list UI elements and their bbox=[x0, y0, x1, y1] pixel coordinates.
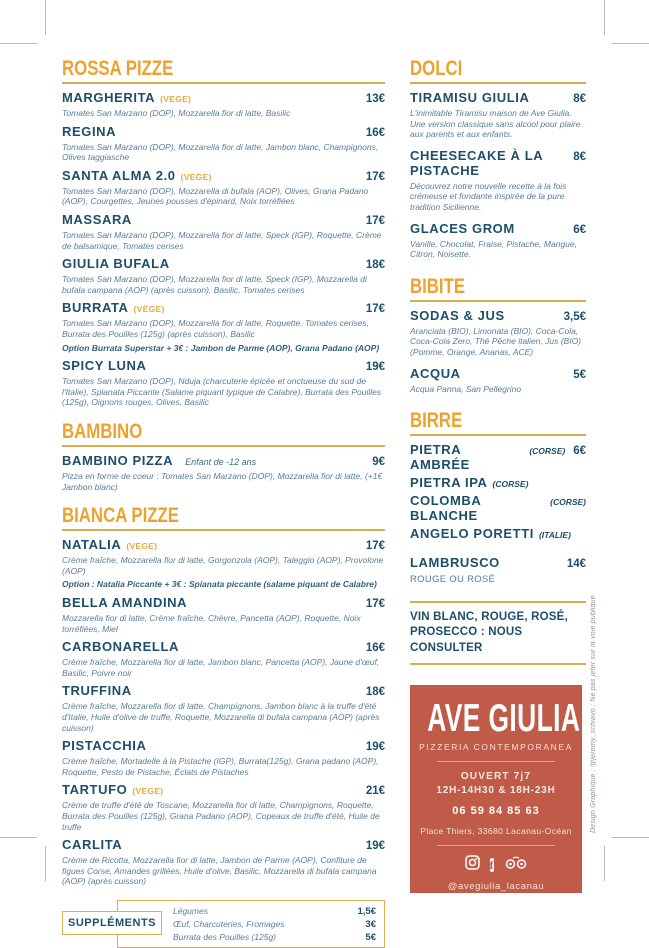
item-description: Crème fraîche, Mortadelle à la Pistache (IGP), Burrata(125g), Grana padano (AOP), Roquette, Pesto de Pistache, Éclats de Pistaches bbox=[62, 756, 379, 777]
card-divider bbox=[437, 845, 555, 846]
section-header bbox=[62, 58, 385, 84]
item-description: Tomates San Marzano (DOP), Mozzarella fior di latte, Speck (IGP), Roquette, Crème de balsamique, Tomates cerises bbox=[62, 229, 382, 251]
restaurant-card bbox=[410, 685, 582, 893]
item-price: 9€ bbox=[372, 455, 385, 468]
supplement-price: 5€ bbox=[365, 931, 376, 943]
item-price: 3,5€ bbox=[563, 310, 586, 323]
item-description: Découvrez notre nouvelle recette à la fois crémeuse et fondante inspirée de la pure tradition Sicilienne. bbox=[410, 180, 567, 212]
beer-price: 6€ bbox=[573, 445, 586, 458]
item-price: 17€ bbox=[365, 597, 385, 610]
item-description: L'inimitable Tiramisu maison de Ave Giulia. Une version classique sans alcool pour plaire aux parents et aux enfants. bbox=[410, 107, 581, 140]
supplement-name: Burrata des Pouilles (125g) bbox=[173, 931, 277, 942]
item-name: REGINA bbox=[62, 123, 117, 139]
beer-name: ANGELO PORETTI bbox=[410, 525, 534, 541]
item-description: Vanille, Chocolat, Fraise, Pistache, Mangue, Citron, Noisette. bbox=[410, 238, 577, 260]
item-price: 18€ bbox=[365, 686, 385, 699]
crop-mark bbox=[0, 43, 37, 44]
item-price: 21€ bbox=[365, 785, 385, 798]
item-price: 17€ bbox=[365, 214, 385, 227]
restaurant-logo: AVE GIULIA bbox=[427, 695, 581, 740]
section-title: BIANCA PIZZE bbox=[62, 504, 179, 528]
section-bibite bbox=[410, 276, 586, 394]
item-name: SODAS & JUS bbox=[410, 307, 505, 323]
menu-item-tiramisu bbox=[410, 91, 586, 140]
menu-item-bella-amandina bbox=[62, 596, 385, 634]
item-price: 13€ bbox=[365, 93, 385, 105]
vege-tag: (VEGE) bbox=[133, 304, 165, 315]
item-price: 18€ bbox=[365, 259, 385, 272]
menu-item-lambrusco bbox=[410, 556, 586, 585]
card-divider bbox=[437, 761, 555, 762]
vege-tag: (VEGE) bbox=[180, 171, 212, 182]
menu-item-santa-alma bbox=[62, 169, 385, 207]
menu-item-massara bbox=[62, 213, 385, 251]
item-description: Crème de truffe d'été de Toscane, Mozzarella fior di latte, Champignons, Roquette, Burrata des Pouilles (125g), Grana Padano (AOP), Copeaux de truffe d'été, Huile de truffe bbox=[62, 800, 380, 832]
item-name: BURRATA bbox=[62, 300, 129, 316]
right-column bbox=[410, 58, 586, 893]
item-description: Aranciata (BIO), Limonata (BIO), Coca-Cola, Coca-Cola Zero, Thé Pêche italien, Jus (BIO) (Pomme, Orange, Ananas, ACE) bbox=[410, 325, 582, 357]
item-name: TARTUFO bbox=[62, 782, 128, 798]
menu-item-giulia-bufala bbox=[62, 257, 385, 295]
item-name: GLACES GROM bbox=[410, 220, 515, 236]
item-name: TIRAMISU GIULIA bbox=[410, 90, 530, 105]
item-description: Tomates San Marzano (DOP), Mozzarella fior di latte, Basilic bbox=[62, 107, 291, 118]
item-price: 8€ bbox=[573, 93, 586, 105]
beer-row bbox=[410, 443, 586, 473]
item-name: CARBONARELLA bbox=[62, 639, 179, 655]
item-name: CARLITA bbox=[62, 837, 123, 853]
item-description: Mozzarella fior di latte, Crème fraîche, Chèvre, Pancetta (AOP), Roquette, Noix torréfiées, Miel bbox=[62, 612, 361, 634]
item-description: Crème fraîche, Mozzarella fior di latte, Jambon blanc, Pancetta (AOP), Jaune d'œuf, Basilic, Poivre noir bbox=[62, 657, 380, 678]
menu-item-pistacchia bbox=[62, 739, 385, 777]
address: Place Thiers, 33680 Lacanau-Océan bbox=[420, 826, 572, 837]
menu-item-margherita bbox=[62, 91, 385, 119]
section-header bbox=[62, 505, 385, 531]
section-header bbox=[410, 58, 586, 84]
supplements-box bbox=[62, 900, 385, 948]
item-price: 16€ bbox=[365, 642, 385, 655]
item-price: 16€ bbox=[365, 126, 385, 139]
crop-mark bbox=[45, 0, 46, 35]
item-description: Crème de Ricotta, Mozzarella fior di latte, Jambon de Parme (AOP), Confiture de figues Corse, Amandes grillées, Huile d'olive, Basilic, Mozzarella di bufala campana (AOP) (après cuisson) bbox=[62, 855, 377, 887]
item-name: NATALIA bbox=[62, 537, 122, 553]
opening-hours: 12H-14H30 & 18H-23H bbox=[436, 785, 556, 797]
section-title: DOLCI bbox=[410, 57, 463, 80]
beer-name: PIETRA IPA bbox=[410, 475, 488, 490]
crop-mark bbox=[612, 43, 649, 44]
item-description: Tomates San Marzano (DOP), Mozzarella di bufala (AOP), Olives, Grana Padano (AOP), Courgettes, Jeunes pousses d'épinard, Noix torréfiées bbox=[62, 185, 369, 207]
instagram-icon bbox=[465, 855, 480, 875]
menu-item-carbonarella bbox=[62, 640, 385, 678]
menu-item-carlita bbox=[62, 838, 385, 887]
item-price: 17€ bbox=[365, 170, 385, 183]
beer-name: COLOMBA BLANCHE bbox=[410, 492, 481, 523]
beer-origin: (CORSE) bbox=[492, 479, 529, 489]
item-price: 8€ bbox=[573, 150, 586, 163]
menu-item-acqua bbox=[410, 367, 586, 395]
item-description: Tomates San Marzano (DOP), Mozzarella fior di latte, Jambon blanc, Champignons, Olives taggiasche bbox=[62, 141, 379, 163]
social-handle: @avegiulia_lacanau bbox=[447, 881, 545, 893]
item-name: BELLA AMANDINA bbox=[62, 594, 188, 610]
menu-item-burrata bbox=[62, 301, 385, 353]
beer-origin: (CORSE) bbox=[550, 496, 586, 507]
menu-item-bambino-pizza bbox=[62, 454, 385, 492]
menu-item-sodas-jus bbox=[410, 309, 586, 358]
item-name: SPICY LUNA bbox=[62, 358, 147, 374]
section-title: BAMBINO bbox=[62, 419, 143, 443]
section-header bbox=[410, 276, 586, 302]
phone-number: 06 59 84 85 63 bbox=[452, 805, 540, 818]
item-name: MASSARA bbox=[62, 211, 132, 227]
item-name: TRUFFINA bbox=[62, 683, 132, 699]
beer-row bbox=[410, 476, 586, 491]
left-column bbox=[62, 58, 385, 948]
item-name: GIULIA BUFALA bbox=[62, 256, 170, 272]
crop-mark bbox=[0, 837, 37, 838]
section-dolci bbox=[410, 58, 586, 260]
item-name: MARGHERITA bbox=[62, 90, 156, 105]
beer-origin: (CORSE) bbox=[529, 446, 566, 457]
item-description: Pizza en forme de coeur : Tomates San Marzano (DOP), Mozzarella fior di latte, (+1€ Jambon blanc) bbox=[62, 470, 383, 492]
crop-mark bbox=[604, 0, 605, 35]
beer-origin: (ITALIE) bbox=[538, 529, 571, 540]
item-name: ACQUA bbox=[410, 365, 461, 381]
section-header bbox=[410, 410, 586, 436]
opening-days: OUVERT 7j7 bbox=[460, 771, 532, 783]
menu-item-regina bbox=[62, 125, 385, 163]
item-description: Tomates San Marzano (DOP), Mozzarella fior di latte, Speck (IGP), Mozzarella di bufala campana (AOP) (après cuisson), Basilic, Tomates cerises bbox=[62, 274, 367, 295]
item-price: 19€ bbox=[365, 741, 385, 754]
section-title: ROSSA PIZZE bbox=[62, 57, 174, 80]
supplement-price: 1,5€ bbox=[357, 905, 376, 917]
side-note: Design Graphique : @jeremy_schiavo : Ne pas jeter sur la voie publique bbox=[590, 595, 597, 833]
menu-item-tartufo bbox=[62, 783, 385, 832]
section-birre bbox=[410, 410, 586, 585]
section-bambino bbox=[62, 421, 385, 492]
item-price: 5€ bbox=[573, 368, 586, 381]
item-price: 19€ bbox=[365, 840, 385, 853]
item-name: CHEESECAKE À LA PISTACHE bbox=[410, 147, 543, 178]
item-price: 17€ bbox=[365, 303, 385, 316]
item-price: 14€ bbox=[566, 557, 586, 570]
crop-mark bbox=[45, 846, 46, 881]
section-title: BIBITE bbox=[410, 274, 466, 298]
vege-tag: (VEGE) bbox=[132, 786, 164, 797]
supplement-row bbox=[173, 905, 376, 918]
menu-item-truffina bbox=[62, 684, 385, 733]
item-option: Option : Natalia Piccante + 3€ : Spianata piccante (salame piquant de Calabre) bbox=[62, 579, 377, 590]
supplement-price: 3€ bbox=[365, 918, 376, 930]
crop-mark bbox=[612, 837, 649, 838]
section-title: BIRRE bbox=[410, 409, 463, 433]
item-description: Crème fraîche, Mozzarella fior di latte, Gorgonzola (AOP), Taleggio (AOP), Provolone (AOP) bbox=[62, 555, 384, 576]
wine-note: VIN BLANC, ROUGE, ROSÉ, PROSECCO : NOUS CONSULTER bbox=[410, 601, 586, 666]
item-subtitle: Enfant de -12 ans bbox=[185, 456, 257, 467]
item-description: Tomates San Marzano (DOP), Nduja (charcuterie épicée et onctueuse du sud de l'Italie), Spianata Piccante (Salame piquant typique de Calabre), Burrata des Pouilles (125g), Oignons rouges, Olives, Basilic bbox=[62, 376, 382, 408]
supplement-row bbox=[173, 931, 376, 944]
beer-name: PIETRA AMBRÉE bbox=[410, 442, 470, 473]
section-bianca-pizze bbox=[62, 505, 385, 887]
crop-mark bbox=[604, 846, 605, 881]
item-name: BAMBINO PIZZA bbox=[62, 452, 174, 468]
section-rossa-pizze bbox=[62, 58, 385, 408]
item-name: SANTA ALMA 2.0 bbox=[62, 167, 176, 183]
section-header bbox=[62, 421, 385, 447]
beer-row bbox=[410, 527, 586, 542]
facebook-icon: f bbox=[489, 858, 494, 873]
item-price: 17€ bbox=[365, 540, 385, 553]
supplement-row bbox=[173, 918, 376, 931]
item-name: PISTACCHIA bbox=[62, 738, 147, 754]
item-price: 19€ bbox=[365, 361, 385, 374]
item-description: Acqua Panna, San Pellegrino bbox=[410, 383, 522, 394]
supplement-name: Œuf, Charcuteries, Fromages bbox=[173, 918, 285, 929]
social-icons bbox=[410, 855, 582, 875]
supplement-name: Légumes bbox=[173, 905, 208, 916]
beer-row bbox=[410, 494, 586, 524]
supplements-label: SUPPLÉMENTS bbox=[62, 911, 162, 935]
menu-item-natalia bbox=[62, 538, 385, 590]
menu-item-spicy-luna bbox=[62, 359, 385, 408]
vege-tag: (VEGE) bbox=[126, 541, 158, 552]
item-description: Tomates San Marzano (DOP), Mozzarella fior di latte, Roquette, Tomates cerises, Burrata des Pouilles (125g) (après cuisson), Basilic bbox=[62, 318, 369, 339]
item-name: LAMBRUSCO bbox=[410, 554, 500, 570]
card-subtitle: PIZZERIA CONTEMPORANEA bbox=[419, 742, 573, 753]
menu-item-glaces-grom bbox=[410, 222, 586, 260]
item-price: 6€ bbox=[573, 223, 586, 236]
item-description: Crème fraîche, Mozzarella fior di latte, Champignons, Jambon blanc à la truffe d'été d'Italie, Huile d'olive de truffe, Roquette, Mozzarella di bufala campana (AOP) (après cuisson) bbox=[62, 701, 380, 733]
vege-tag: (VEGE) bbox=[160, 94, 192, 104]
item-description: ROUGE OU ROSÉ bbox=[410, 573, 496, 585]
tripadvisor-icon bbox=[504, 856, 528, 875]
menu-item-cheesecake bbox=[410, 149, 586, 213]
item-option: Option Burrata Superstar + 3€ : Jambon de Parme (AOP), Grana Padano (AOP) bbox=[62, 342, 380, 353]
